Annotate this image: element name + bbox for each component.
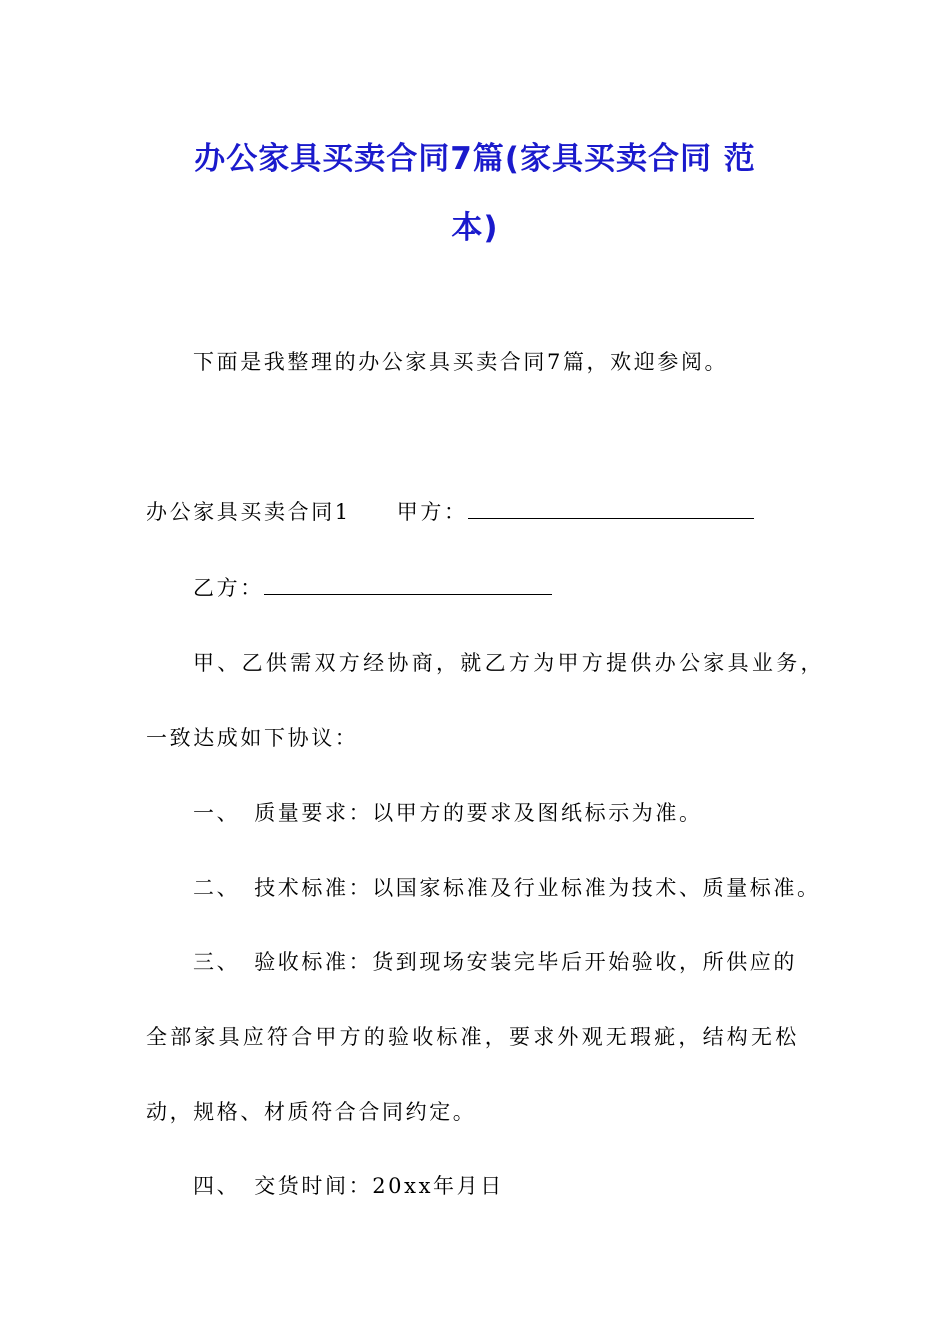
clause-text: 技术标准：以国家标准及行业标准为技术、质量标准。 [254, 876, 821, 900]
party-b-label: 乙方： [193, 576, 264, 600]
document-title-line-2: 本) [451, 210, 499, 246]
preamble-line-2: 一致达成如下协议： [146, 726, 359, 750]
preamble-line-1: 甲、乙供需双方经协商，就乙方为甲方提供办公家具业务， [193, 651, 825, 675]
document-title-line-1: 办公家具买卖合同7篇(家具买卖合同 范 [194, 141, 756, 177]
clause-4 [193, 1170, 504, 1200]
clause-text: 质量要求：以甲方的要求及图纸标示为准。 [254, 801, 703, 825]
clause-text: 交货时间：20xx年月日 [254, 1174, 504, 1198]
contract-heading-row [146, 496, 754, 526]
clause-3-continuation-1: 全部家具应符合甲方的验收标准，要求外观无瑕疵，结构无松 [146, 1025, 800, 1049]
party-b-row [193, 572, 552, 602]
party-b-blank [264, 574, 552, 595]
clause-number: 三、 [193, 950, 241, 974]
contract-heading: 办公家具买卖合同1 [146, 500, 351, 524]
clause-2 [193, 872, 821, 902]
clause-3 [193, 946, 797, 976]
clause-number: 二、 [193, 876, 241, 900]
clause-number: 一、 [193, 801, 241, 825]
party-a-blank [468, 498, 754, 519]
party-a-label: 甲方： [396, 500, 468, 524]
clause-3-continuation-2: 动，规格、材质符合合同约定。 [146, 1100, 477, 1124]
intro-paragraph: 下面是我整理的办公家具买卖合同7篇，欢迎参阅。 [193, 350, 729, 374]
clause-number: 四、 [193, 1174, 241, 1198]
clause-1 [193, 797, 703, 827]
clause-text: 验收标准：货到现场安装完毕后开始验收，所供应的 [254, 950, 798, 974]
